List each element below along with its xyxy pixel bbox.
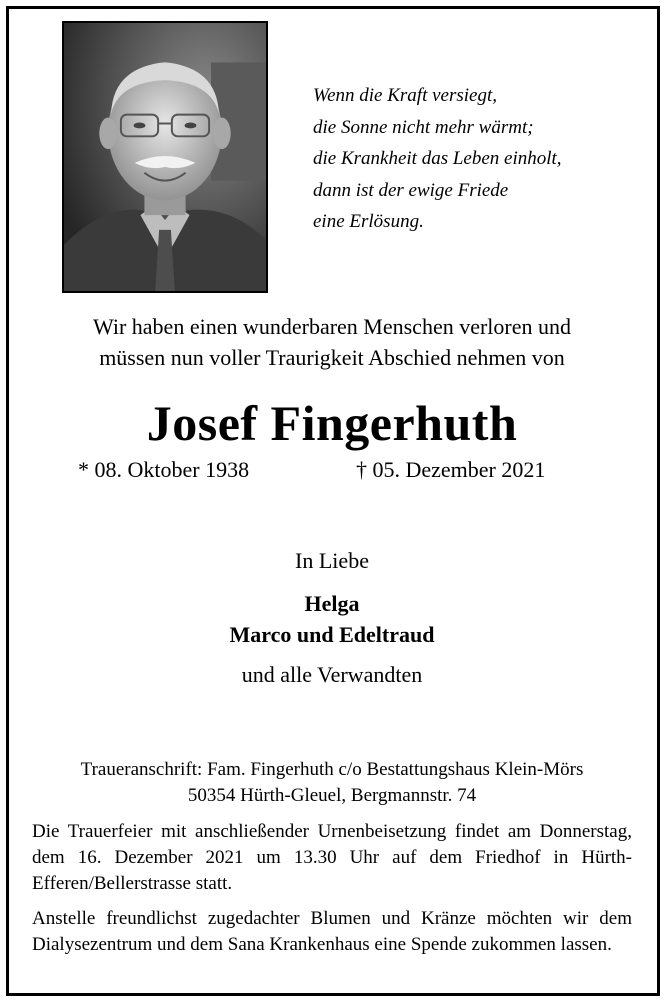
mourner-name: Marco und Edeltraud	[229, 622, 435, 647]
intro-line: Wir haben einen wunderbaren Menschen verloren und	[92, 314, 572, 339]
address-line: 50354 Hürth-Gleuel, Bergmannstr. 74	[187, 785, 477, 806]
poem	[313, 80, 562, 238]
donation-paragraph: Anstelle freundlichst zugedachter Blumen und Kränze möchten wir dem Dialysezentrum und dem Sana Krankenhaus eine Spende zukommen lassen.	[32, 908, 632, 955]
mourner-names	[0, 588, 664, 650]
poem-line: die Sonne nicht mehr wärmt;	[313, 116, 534, 138]
mourning-address	[0, 757, 664, 809]
in-love-line: In Liebe	[295, 548, 369, 573]
intro-text	[0, 311, 664, 373]
birth-date: * 08. Oktober 1938	[78, 457, 250, 482]
address-line: Traueranschrift: Fam. Fingerhuth c/o Bestattungshaus Klein-Mörs	[80, 759, 584, 780]
poem-line: Wenn die Kraft versiegt,	[313, 85, 497, 106]
death-date: † 05. Dezember 2021	[356, 457, 546, 482]
portrait-photo	[62, 21, 268, 293]
mourner-name: Helga	[304, 591, 360, 616]
poem-line: die Krankheit das Leben einholt,	[313, 148, 562, 169]
ceremony-paragraph: Die Trauerfeier mit anschließender Urnenbeisetzung findet am Donnerstag, dem 16. Dezember 2021 um 13.30 Uhr auf dem Friedhof in Hürth-Efferen/Bellerstrasse statt.	[32, 821, 632, 894]
poem-line: eine Erlösung.	[313, 211, 424, 232]
deceased-name: Josef Fingerhuth	[146, 395, 518, 451]
poem-line: dann ist der ewige Friede	[313, 179, 509, 201]
relatives-line: und alle Verwandten	[241, 662, 423, 687]
intro-line: müssen nun voller Traurigkeit Abschied nehmen von	[99, 345, 565, 370]
